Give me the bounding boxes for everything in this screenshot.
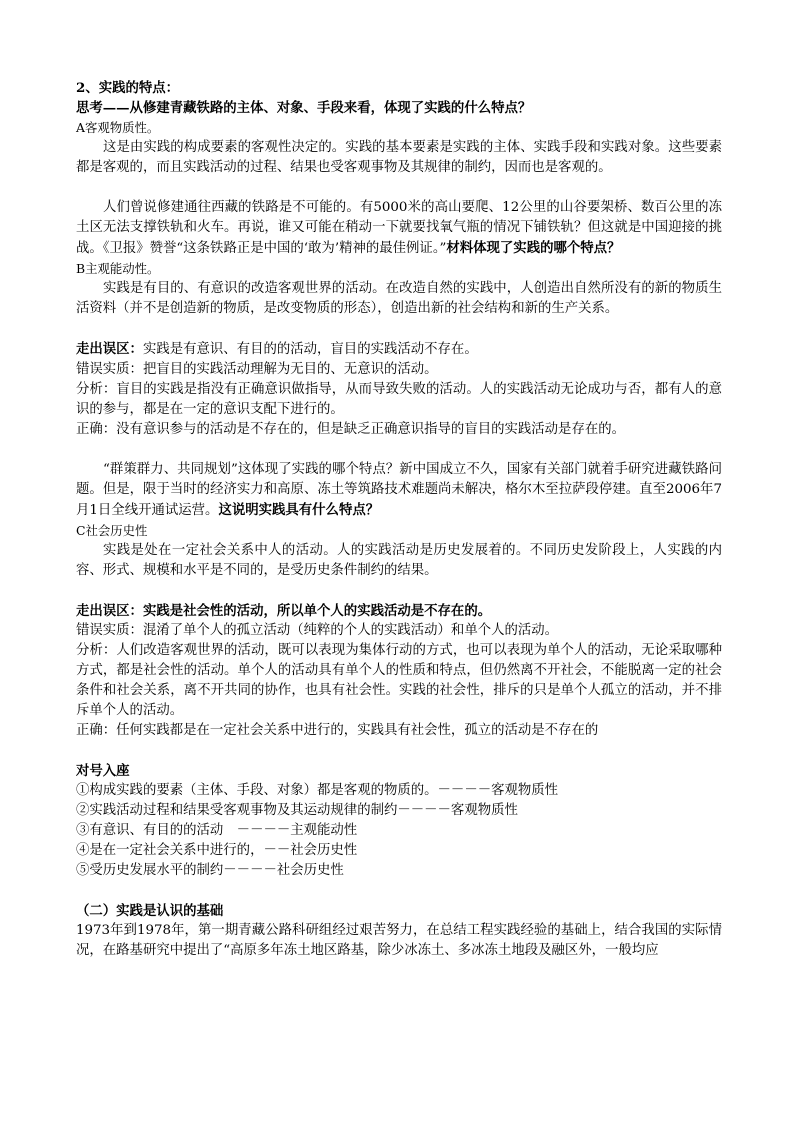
match-item-3: ③有意识、有目的的活动 －－－－主观能动性 [76, 823, 358, 838]
match-section-title: 对号入座 [76, 763, 130, 779]
match-item-2: ②实践活动过程和结果受客观事物及其运动规律的制约－－－－客观物质性 [76, 803, 518, 818]
document-body [76, 78, 722, 961]
social-material-paragraph [76, 460, 722, 521]
misconception-2-analysis: 分析：人们改造客观世界的活动，既可以表现为集体行动的方式，也可以表现为单个人的活动，无论采取哪种方式，都是社会性的活动。单个人的活动具有单个人的性质和特点，但仍然离不开社会，不能脱离一定的社会条件和社会关系，离不开共同的协作，也具有社会性。实践的社会性，排斥的只是单个人孤立的活动，并不排斥单个人的活动。 [76, 643, 722, 718]
match-item-4: ④是在一定社会关系中进行的，－－社会历史性 [76, 843, 358, 858]
social-material-question: 这说明实践具有什么特点？ [218, 502, 380, 518]
match-item-5: ⑤受历史发展水平的制约－－－－社会历史性 [76, 863, 344, 878]
misconception-2-heading: 走出误区：实践是社会性的活动，所以单个人的实践活动是不存在的。 [76, 603, 492, 619]
feature-a-label: A客观物质性。 [76, 120, 160, 135]
misconception-1-analysis: 分析：盲目的实践是指没有正确意识做指导，从而导致失败的活动。人的实践活动无论成功与否，都有人的意识的参与，都是在一定的意识支配下进行的。 [76, 382, 722, 417]
section-title-practice-features: 2、实践的特点： [76, 80, 180, 96]
think-question-1: 思考——从修建青藏铁路的主体、对象、手段来看，体现了实践的什么特点？ [76, 100, 532, 116]
tibet-material-text: 人们曾说修建通往西藏的铁路是不可能的。有5000米的高山要爬、12公里的山谷要架桥、数百公里的冻土区无法支撑铁轨和火车。再说，谁又可能在稍动一下就要找氧气瓶的情况下铺铁轨？但这就是中国迎接的挑战。《卫报》赞誉“这条铁路正是中国的‘敢为’精神的最佳例证。” [76, 200, 722, 256]
feature-b-label: B主观能动性。 [76, 261, 160, 276]
section-2-text: 1973年到1978年，第一期青藏公路科研组经过艰苦努力，在总结工程实践经验的基础上，结合我国的实际情况，在路基研究中提出了“高原多年冻土地区路基，除少冰冻土、多冰冻土地段及融区外，一般均应 [76, 923, 722, 958]
misconception-1-correct: 正确：没有意识参与的活动是不存在的，但是缺乏正确意识指导的盲目的实践活动是存在的。 [76, 422, 626, 437]
social-material-text: “群策群力、共同规划”这体现了实践的哪个特点？新中国成立不久，国家有关部门就着手研究进藏铁路问题。但是，限于当时的经济实力和高原、冻土等筑路技术难题尚未解决，格尔木至拉萨段停建。直至2006年7月1日全线开通试运营。 [76, 462, 722, 518]
tibet-material-paragraph [76, 198, 722, 259]
misconception-1-heading [76, 339, 722, 360]
tibet-material-question: 材料体现了实践的哪个特点？ [446, 240, 621, 256]
match-item-1: ①构成实践的要素（主体、手段、对象）都是客观的物质的。－－－－客观物质性 [76, 783, 559, 798]
feature-c-label: C社会历史性 [76, 523, 148, 538]
misconception-2-correct: 正确：任何实践都是在一定社会关系中进行的，实践具有社会性，孤立的活动是不存在的 [76, 723, 599, 738]
misconception-1-label: 走出误区： [76, 341, 143, 357]
feature-a-text: 这是由实践的构成要素的客观性决定的。实践的基本要素是实践的主体、实践手段和实践对象。这些要素都是客观的，而且实践活动的过程、结果也受客观事物及其规律的制约，因而也是客观的。 [76, 140, 722, 175]
feature-c-text: 实践是处在一定社会关系中人的活动。人的实践活动是历史发展着的。不同历史发阶段上，人实践的内容、形式、规模和水平是不同的，是受历史条件制约的结果。 [76, 543, 722, 578]
feature-b-text: 实践是有目的、有意识的改造客观世界的活动。在改造自然的实践中，人创造出自然所没有的新的物质生活资料（并不是创造新的物质，是改变物质的形态），创造出新的社会结构和新的生产关系。 [76, 281, 722, 316]
section-title-practice-basis: （二）实践是认识的基础 [76, 903, 224, 919]
misconception-1-statement: 实践是有意识、有目的的活动，盲目的实践活动不存在。 [142, 342, 478, 357]
misconception-2-error: 错误实质：混淆了单个人的孤立活动（纯粹的个人的实践活动）和单个人的活动。 [76, 623, 559, 638]
misconception-1-error: 错误实质：把盲目的实践活动理解为无目的、无意识的活动。 [76, 362, 438, 377]
